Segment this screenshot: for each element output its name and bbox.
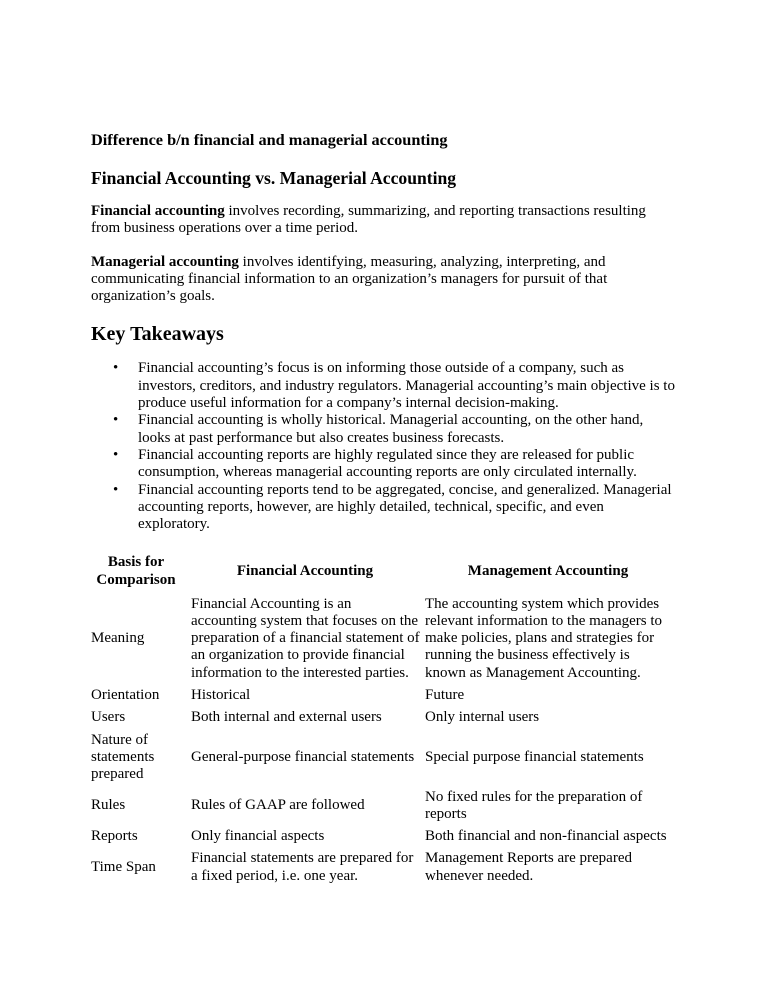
paragraph-managerial-accounting <box>91 254 677 306</box>
management-cell: Management Reports are prepared whenever needed. <box>425 850 632 884</box>
management-cell: Future <box>425 687 465 704</box>
basis-cell: Orientation <box>91 687 160 704</box>
key-takeaways-list <box>91 360 677 533</box>
paragraph-financial-lead: Financial accounting <box>91 203 225 219</box>
management-cell: No fixed rules for the preparation of reports <box>425 788 643 822</box>
list-item: • Financial accounting reports are highly regulated since they are released for public consumption, whereas managerial accounting reports are only circulated internally. <box>138 447 677 482</box>
table-row <box>91 707 677 729</box>
table-row <box>91 685 677 707</box>
document-title: Difference b/n financial and managerial accounting <box>91 130 448 149</box>
financial-cell: Only financial aspects <box>191 828 325 845</box>
column-header-financial: Financial Accounting <box>236 563 374 580</box>
financial-cell: Historical <box>191 687 251 704</box>
table-row <box>91 786 677 826</box>
basis-cell: Rules <box>91 797 126 814</box>
table-row <box>91 826 677 848</box>
financial-cell: Both internal and external users <box>191 709 382 726</box>
document-subtitle: Financial Accounting vs. Managerial Accounting <box>91 168 457 188</box>
paragraph-financial-body: involves recording, summarizing, and reporting transactions resulting from business operations over a time period. <box>91 203 646 237</box>
management-cell: Special purpose financial statements <box>425 748 644 765</box>
financial-cell: Rules of GAAP are followed <box>191 797 365 814</box>
basis-cell: Users <box>91 709 126 726</box>
key-takeaways-heading: Key Takeaways <box>91 323 224 346</box>
table-row <box>91 729 677 786</box>
financial-cell: Financial Accounting is an accounting system that focuses on the preparation of a financial statement of an organization to provide financial information to the interested parties. <box>191 595 420 681</box>
basis-cell: Time Span <box>91 859 156 876</box>
management-cell: Both financial and non-financial aspects <box>425 828 667 845</box>
basis-cell: Reports <box>91 828 138 845</box>
basis-cell: Meaning <box>91 630 145 647</box>
table-row <box>91 593 677 684</box>
basis-cell: Nature of statements prepared <box>91 731 155 783</box>
list-item: • Financial accounting reports tend to be aggregated, concise, and generalized. Managerial accounting reports, however, are highly detailed, technical, specific, and even exploratory. <box>138 482 677 534</box>
paragraph-managerial-lead: Managerial accounting <box>91 253 239 270</box>
paragraph-financial-accounting <box>91 203 677 238</box>
financial-cell: General-purpose financial statements <box>191 748 415 765</box>
table-row <box>91 848 677 888</box>
financial-cell: Financial statements are prepared for a fixed period, i.e. one year. <box>191 850 414 884</box>
comparison-table <box>91 553 677 887</box>
table-header-row <box>91 553 677 593</box>
list-item: • Financial accounting’s focus is on informing those outside of a company, such as investors, creditors, and industry regulators. Managerial accounting’s main objective is to produce useful information for a company’s internal decision-making. <box>138 360 677 412</box>
list-item: • Financial accounting is wholly historical. Managerial accounting, on the other hand, looks at past performance but also creates business forecasts. <box>138 412 677 447</box>
management-cell: The accounting system which provides relevant information to the managers to make policies, plans and strategies for running the business effectively is known as Management Accounting. <box>425 595 663 681</box>
column-header-basis: Basis for Comparison <box>96 554 176 588</box>
management-cell: Only internal users <box>425 709 540 726</box>
column-header-management: Management Accounting <box>467 563 629 580</box>
paragraph-managerial-body: involves identifying, measuring, analyzing, interpreting, and communicating financial information to an organization’s managers for pursuit of that organization’s goals. <box>91 253 608 305</box>
